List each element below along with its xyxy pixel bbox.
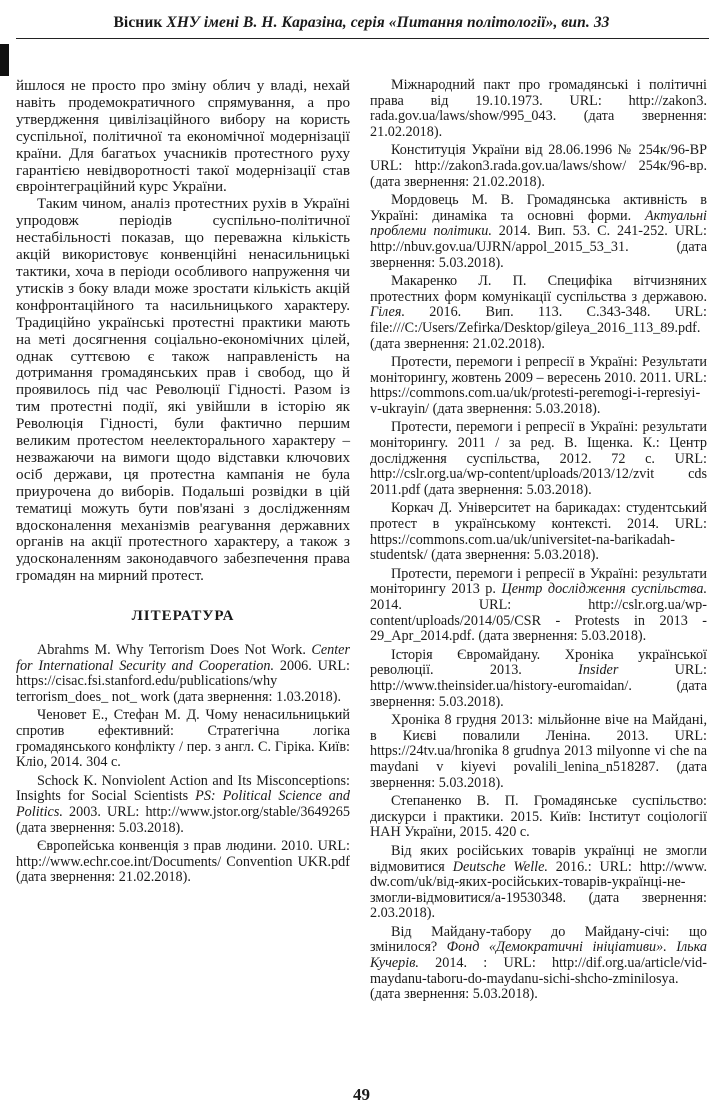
reference-source-title: PS: Political Science and Politics. — [16, 788, 350, 821]
reference-details: 2014. : URL: http://dif.org.ua/article/vid-maydanu-taboru-do-maydanu-sichi-shcho-zminilosya. (дата звернення: 5.03.2018). — [370, 955, 707, 1003]
reference-details: URL: http://www.theinsider.ua/history-euromaidan/. (дата звернення: 5.03.2018). — [370, 662, 707, 710]
reference-details: 2016. Вип. 113. С.343-348. URL: file:///C:/Users/Zefirka/Desktop/gileya_2016_113_89.pdf. (дата звернення: 21.02.2018). — [370, 304, 707, 352]
reference-entry — [370, 501, 707, 563]
reference-text: Європейська конвенція з прав людини. 2010. URL: http://www.echr.coe.int/Documents/ Convention UKR.pdf (дата звернення: 21.02.2018). — [16, 838, 350, 886]
reference-entry — [370, 355, 707, 417]
reference-details: 2014. Вип. 53. С. 241-252. URL: http://nbuv.gov.ua/UJRN/appol_2015_53_31. (дата звернення: 5.03.2018). — [370, 223, 707, 271]
reference-text: Мордовець М. В. Громадянська активність в Україні: динаміка та основні форми. — [370, 192, 707, 224]
reference-entry — [370, 567, 707, 645]
reference-entry — [370, 78, 707, 140]
reference-text: Від яких російських товарів українці не змогли відмовитися — [370, 842, 707, 875]
reference-entry — [370, 274, 707, 352]
reference-source-title: Deutsche Welle. — [452, 858, 548, 875]
header-rule — [16, 38, 709, 39]
reference-entry — [370, 648, 707, 710]
reference-text: Хроніка 8 грудня 2013: мільйонне віче на Майдані, в Києві повалили Леніна. 2013. URL: https://24tv.ua/hronika 8 grudnya 2013 milyonne vi che na maydani v kiyevi povalili_lenina_n518287. (дата звернення: 5.03.2018). — [370, 712, 707, 791]
header-journal: ХНУ імені В. Н. Каразіна, серія «Питання політології», вип. 33 — [166, 14, 610, 31]
left-column — [16, 78, 350, 889]
scan-margin-mark — [0, 44, 9, 76]
reference-entry — [370, 193, 707, 271]
body-paragraph: йшлося не просто про зміну облич у владі, нехай навіть продемократичного спрямування, а про утвердження цивілізаційного вибору на користь суспільної, політичної та економічної модернізації країни. Для багатьох учасників протестного руху гарантією невідворотності такої модернізації став євроінтеграційний курс України. — [16, 78, 350, 196]
reference-source-title: Фонд «Демократичні ініціативи». Ілька Кучерів. — [370, 939, 708, 972]
reference-details: 2006. URL: https://cisac.fsi.stanford.edu/publications/why terrorism_does_ not_ work (дата звернення: 1.03.2018). — [16, 657, 350, 705]
reference-text: Степаненко В. П. Громадянське суспільство: дискурси і практики. 2015. Київ: Інститут соціології НАН України, 2015. 420 с. — [370, 793, 707, 841]
reference-source-title: Центр дослідження суспільства. — [501, 581, 707, 598]
reference-details: 2016.: URL: http://www. dw.com/uk/від-яких-російських-товарів-українці-не-змогли-відмовитися/a-19530348. (дата звернення: 2.03.2018). — [370, 858, 707, 922]
reference-text: Протести, перемоги і репресії в Україні: Результати моніторингу, жовтень 2009 – вересень 2010. 2011. URL: https://commons.com.ua/uk/protesti-peremogi-i-represiyi-v-ukrayin/ (дата звернення: 5.03.2018). — [370, 354, 707, 417]
reference-entry — [370, 844, 707, 922]
reference-entry — [370, 713, 707, 791]
reference-source-title: Center for International Security and Cooperation. — [16, 642, 350, 674]
reference-source-title: Актуальні проблеми політики. — [370, 207, 707, 240]
body-paragraph: Таким чином, аналіз протестних рухів в Україні упродовж періодів суспільно-політичної нестабільності показав, що переважна кількість акцій використовує конвенційні ненасильницькі тактики, хоча в періоди особливого напруження чи утисків з боку влади може зростати кількість акцій конфронтаційного та насильницького характеру. Традиційно українські протестні практики мають на меті досягнення соціально-економічних цілей, однак суттєвою є також направленість на дотримання громадянських прав і свобод, що й проявилось під час Революції Гідності. Разом із тим протестні події, які увійшли в історію як Революція Гідності, були фактично першим великим протестом неелекторального характеру – незважаючи на вимоги щодо відставки ключових осіб держави, ця протестна кампанія не була приурочена до виборів. Подальші розвідки в цій тематиці можуть бути пов'язані з дослідженням вдосконалення механізмів реагування державних органів на акції протестного характеру, а також з удосконаленням законодавчого забезпечення права громадян на мирний протест. — [16, 196, 350, 585]
right-column — [370, 78, 707, 1006]
reference-text: Коркач Д. Університет на барикадах: студентський протест в українському контексті. 2014. URL: https://commons.com.ua/uk/universitet-na-barikadah-studentsk/ (дата звернення: 5.03.2018). — [370, 500, 707, 564]
reference-entry — [370, 925, 707, 1003]
reference-text: Історія Євромайдану. Хроніка української революції. 2013. — [370, 646, 707, 679]
reference-text: Ченовет Е., Стефан М. Д. Чому ненасильницький спротив ефективний: Стратегічна логіка громадянського конфлікту / пер. з англ. С. Гіріка. Київ: Кліо, 2014. 304 с. — [16, 707, 350, 771]
reference-text: Міжнародний пакт про громадянські і політичні права від 19.10.1973. URL: http://zakon3. rada.gov.ua/laws/show/995_043. (дата звернення: 21.02.2018). — [370, 77, 707, 140]
reference-source-title: Гілея. — [370, 304, 405, 321]
reference-text: Макаренко Л. П. Специфіка вітчизняних протестних форм комунікації суспільства з державою. — [370, 273, 707, 305]
reference-entry — [16, 708, 350, 770]
reference-text: Abrahms M. Why Terrorism Does Not Work. — [37, 642, 312, 659]
header-prefix: Вісник — [113, 14, 167, 31]
reference-details: 2014. URL: http://cslr.org.ua/wp-content/uploads/2014/05/CSR - Protests in 2013 - 29_Apr_2014.pdf. (дата звернення: 5.03.2018). — [370, 597, 707, 645]
reference-text: Від Майдану-табору до Майдану-січі: що змінилося? — [370, 923, 707, 956]
reference-source-title: Insider — [578, 662, 619, 679]
reference-text: Schock K. Nonviolent Action and Its Misconceptions: Insights for Social Scientists — [16, 772, 350, 805]
page-number: 49 — [353, 1085, 370, 1104]
references-heading: ЛІТЕРАТУРА — [131, 608, 235, 625]
reference-text: Протести, перемоги і репресії в Україні: результати моніторингу 2013 р. — [370, 565, 707, 598]
reference-text: Конституція України від 28.06.1996 № 254к/96-ВР URL: http://zakon3.rada.gov.ua/laws/show/ 254к/96-вр. (дата звернення: 21.02.2018). — [370, 142, 707, 190]
reference-entry — [16, 643, 350, 705]
reference-details: 2003. URL: http://www.jstor.org/stable/3649265 (дата звернення: 5.03.2018). — [16, 804, 350, 836]
reference-text: Протести, перемоги і репресії в Україні: результати моніторингу. 2011 / за ред. В. Іщенка. К.: Центр дослідження суспільства, 2012. 72 с. URL: http://cslr.org.ua/wp-content/uploads/2013/12/zvit cds 2011.pdf (дата звернення: 5.03.2018). — [370, 419, 707, 498]
references-list-left — [16, 643, 350, 886]
reference-entry — [370, 420, 707, 498]
reference-entry — [16, 839, 350, 886]
references-list-right — [370, 78, 707, 1003]
running-header — [0, 14, 723, 32]
reference-entry — [370, 794, 707, 841]
reference-entry — [16, 774, 350, 836]
reference-entry — [370, 143, 707, 190]
